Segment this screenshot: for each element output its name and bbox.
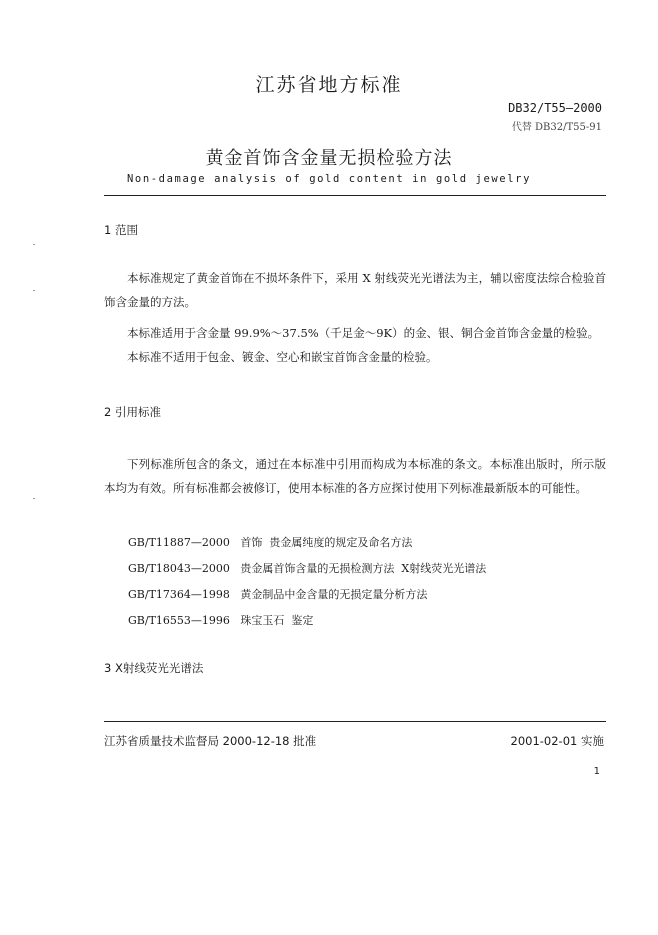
replaces-standard: 代替 DB32/T55-91 — [511, 122, 602, 133]
standard-number: DB32/T55—2000 — [508, 101, 602, 115]
issuing-authority: 江苏省质量技术监督局 2000-12-18 批准 — [104, 734, 317, 748]
section-1-heading: 1 范围 — [104, 223, 138, 237]
scan-speck — [33, 290, 35, 291]
page-number: 1 — [593, 766, 600, 777]
section-1-paragraph-3: 本标准不适用于包金、镀金、空心和嵌宝首饰含金量的检验。 — [127, 350, 438, 364]
section-1-paragraph-1: 本标准规定了黄金首饰在不损坏条件下，采用 X 射线荧光光谱法为主，辅以密度法综合检验首饰含金量的方法。 — [104, 271, 606, 309]
reference-item: GB/T16553—1996 珠宝玉石 鉴定 — [128, 614, 314, 627]
section-3-heading: 3 X射线荧光光谱法 — [104, 661, 204, 675]
title-english: Non-damage analysis of gold content in gold jewelry — [127, 173, 531, 185]
document-type: 江苏省地方标准 — [255, 74, 403, 96]
reference-item: GB/T18043—2000 贵金属首饰含量的无损检测方法 X射线荧光光谱法 — [128, 562, 487, 575]
section-1-paragraph-2: 本标准适用于含金量 99.9%～37.5%（千足金～9K）的金、银、铜合金首饰含金量的检验。 — [127, 326, 600, 340]
footer-rule — [104, 721, 606, 722]
reference-item: GB/T11887—2000 首饰 贵金属纯度的规定及命名方法 — [128, 536, 413, 549]
title-chinese: 黄金首饰含金量无损检验方法 — [205, 148, 453, 169]
header-rule — [104, 195, 606, 196]
scan-speck — [33, 498, 35, 499]
section-2-heading: 2 引用标准 — [104, 405, 161, 419]
scan-speck — [33, 244, 35, 245]
implementation-date: 2001-02-01 实施 — [510, 734, 604, 748]
reference-item: GB/T17364—1998 黄金制品中金含量的无损定量分析方法 — [128, 588, 428, 601]
section-2-paragraph-1: 下列标准所包含的条文，通过在本标准中引用而构成为本标准的条文。本标准出版时，所示版本均为有效。所有标准都会被修订，使用本标准的各方应探讨使用下列标准最新版本的可能性。 — [104, 457, 606, 495]
